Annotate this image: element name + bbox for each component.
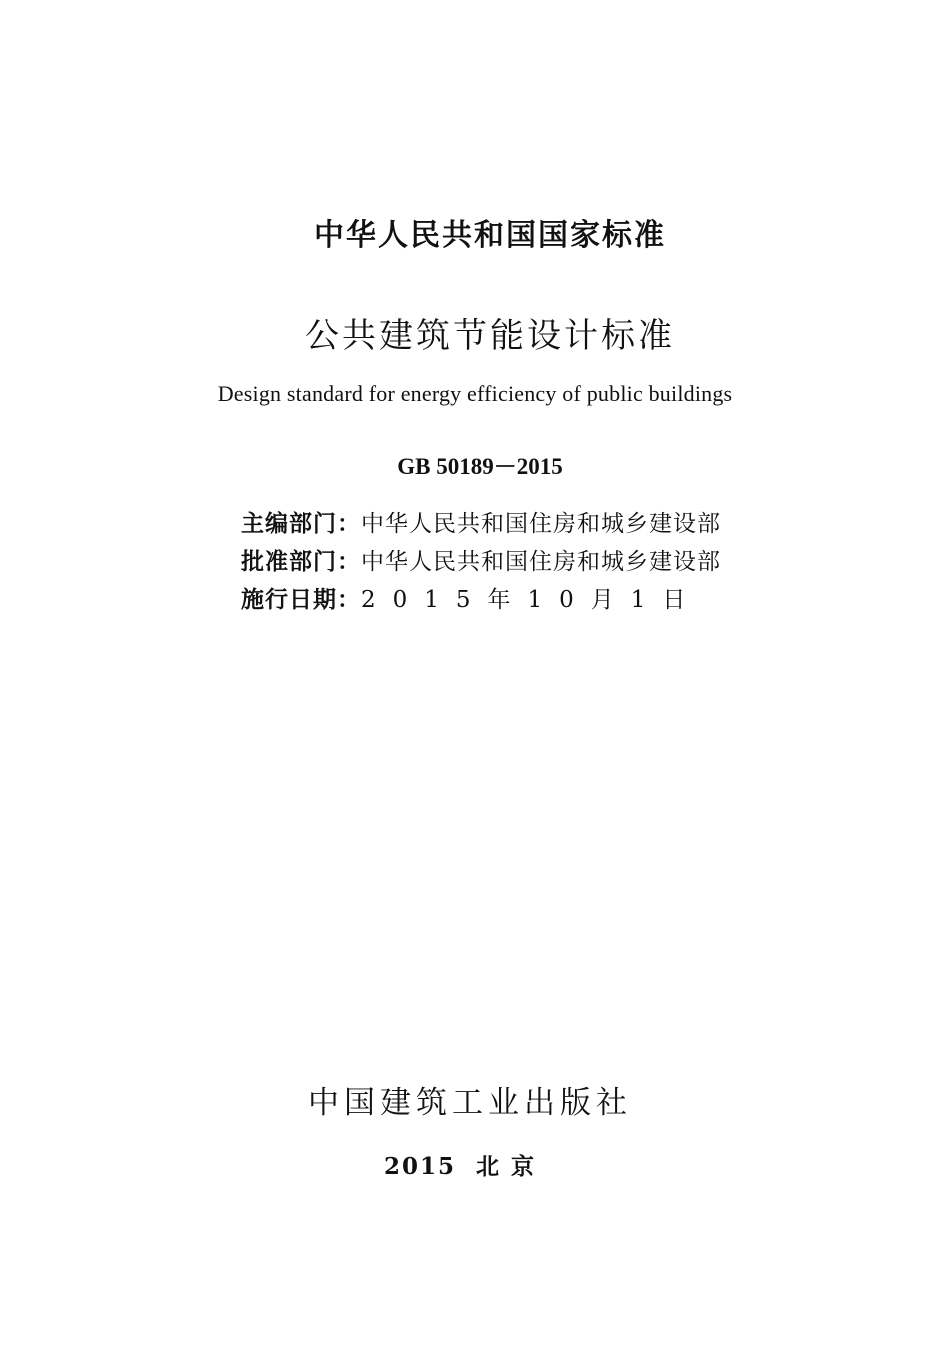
publication-info [241, 505, 801, 619]
document-title-english: Design standard for energy efficiency of public buildings [217, 381, 733, 406]
effective-date-value: 2015年10月1日 [361, 587, 703, 613]
effective-date-label: 施行日期： [241, 587, 361, 613]
standard-code: GB 50189－2015 [397, 454, 563, 479]
national-standard-heading: 中华人民共和国国家标准 [314, 218, 666, 253]
effective-date-row [241, 581, 801, 619]
publication-city: 北京 [476, 1154, 547, 1180]
document-title-chinese: 公共建筑节能设计标准 [305, 316, 675, 356]
editor-row [241, 505, 801, 543]
publication-year-place [0, 1148, 950, 1181]
approver-row [241, 543, 801, 581]
approver-label: 批准部门： [241, 549, 361, 575]
publication-year: 2015 [383, 1153, 456, 1180]
publisher-name: 中国建筑工业出版社 [308, 1085, 632, 1121]
editor-label: 主编部门： [241, 511, 361, 537]
approver-value: 中华人民共和国住房和城乡建设部 [361, 549, 721, 575]
editor-value: 中华人民共和国住房和城乡建设部 [361, 511, 721, 537]
